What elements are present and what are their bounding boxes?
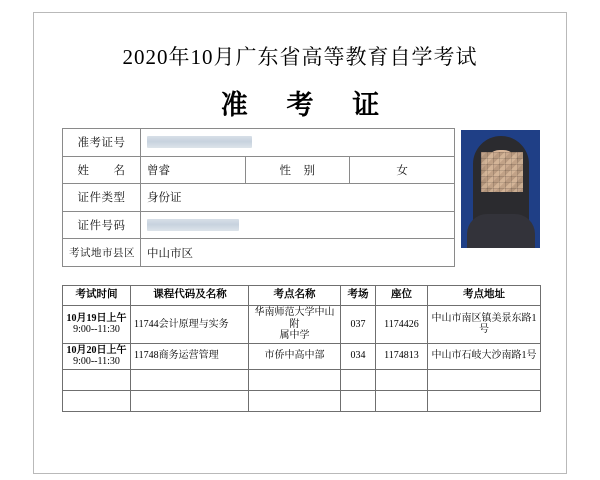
table-row (63, 211, 455, 239)
header-exam-time: 考试时间 (63, 286, 131, 306)
empty-cell (376, 390, 428, 411)
exam-schedule-section (62, 285, 540, 412)
name-value: 曾睿 (141, 156, 246, 184)
table-row (63, 129, 455, 157)
exam-area-label: 考试地市县区 (63, 239, 141, 267)
exam-schedule-table (62, 285, 541, 412)
document-title-line2: 准 考 证 (220, 90, 396, 120)
empty-cell (428, 369, 541, 390)
empty-cell (131, 390, 249, 411)
room-cell: 034 (341, 343, 376, 369)
exam-date: 10月19日上午 (66, 312, 127, 324)
redaction-bar (147, 219, 239, 231)
id-number-label: 证件号码 (63, 211, 141, 239)
exam-hours: 9:00--11:30 (73, 324, 120, 336)
empty-cell (341, 369, 376, 390)
table-row (63, 306, 541, 344)
title-block (34, 41, 566, 122)
table-row (63, 184, 455, 212)
empty-cell (63, 390, 131, 411)
site-name-line2: 属中学 (279, 330, 310, 341)
table-row (63, 343, 541, 369)
id-type-label: 证件类型 (63, 184, 141, 212)
empty-cell (428, 390, 541, 411)
document-title-line1: 2020年10月广东省高等教育自学考试 (122, 45, 478, 69)
gender-value: 女 (350, 156, 455, 184)
course-cell: 11744会计原理与实务 (131, 306, 249, 344)
id-type-value: 身份证 (141, 184, 455, 212)
exam-time-cell (63, 306, 131, 344)
header-site-name: 考点名称 (249, 286, 341, 306)
header-address: 考点地址 (428, 286, 541, 306)
photo-mosaic-blur (481, 152, 523, 192)
gender-label: 性 别 (245, 156, 350, 184)
empty-cell (249, 390, 341, 411)
address-cell: 中山市石岐大沙南路1号 (428, 343, 541, 369)
site-name-cell (249, 306, 341, 344)
candidate-info-table (62, 128, 455, 267)
admission-ticket-sheet (33, 12, 567, 474)
exam-hours: 9:00--11:30 (73, 356, 120, 367)
empty-cell (249, 369, 341, 390)
address-cell: 中山市南区镇美景东路1号 (428, 306, 541, 344)
seat-cell: 1174813 (376, 343, 428, 369)
exam-time-cell (63, 343, 131, 369)
empty-cell (131, 369, 249, 390)
candidate-info-section (62, 128, 540, 266)
seat-cell: 1174426 (376, 306, 428, 344)
site-name-cell: 市侨中高中部 (249, 343, 341, 369)
table-row (63, 239, 455, 267)
name-label: 姓 名 (63, 156, 141, 184)
id-number-value (141, 211, 455, 239)
ticket-number-label: 准考证号 (63, 129, 141, 157)
header-room: 考场 (341, 286, 376, 306)
room-cell: 037 (341, 306, 376, 344)
exam-date: 10月20日上午 (66, 344, 127, 356)
header-seat: 座位 (376, 286, 428, 306)
ticket-number-value (141, 129, 455, 157)
empty-cell (341, 390, 376, 411)
applicant-photo (461, 130, 540, 248)
table-row (63, 156, 455, 184)
empty-cell (376, 369, 428, 390)
table-row (63, 369, 541, 390)
course-cell: 11748商务运营管理 (131, 343, 249, 369)
header-course: 课程代码及名称 (131, 286, 249, 306)
site-name-line1: 华南师范大学中山附 (254, 307, 335, 330)
empty-cell (63, 369, 131, 390)
table-row (63, 390, 541, 411)
exam-area-value: 中山市区 (141, 239, 455, 267)
photo-body (467, 214, 535, 248)
table-header-row (63, 286, 541, 306)
redaction-bar (147, 136, 252, 148)
